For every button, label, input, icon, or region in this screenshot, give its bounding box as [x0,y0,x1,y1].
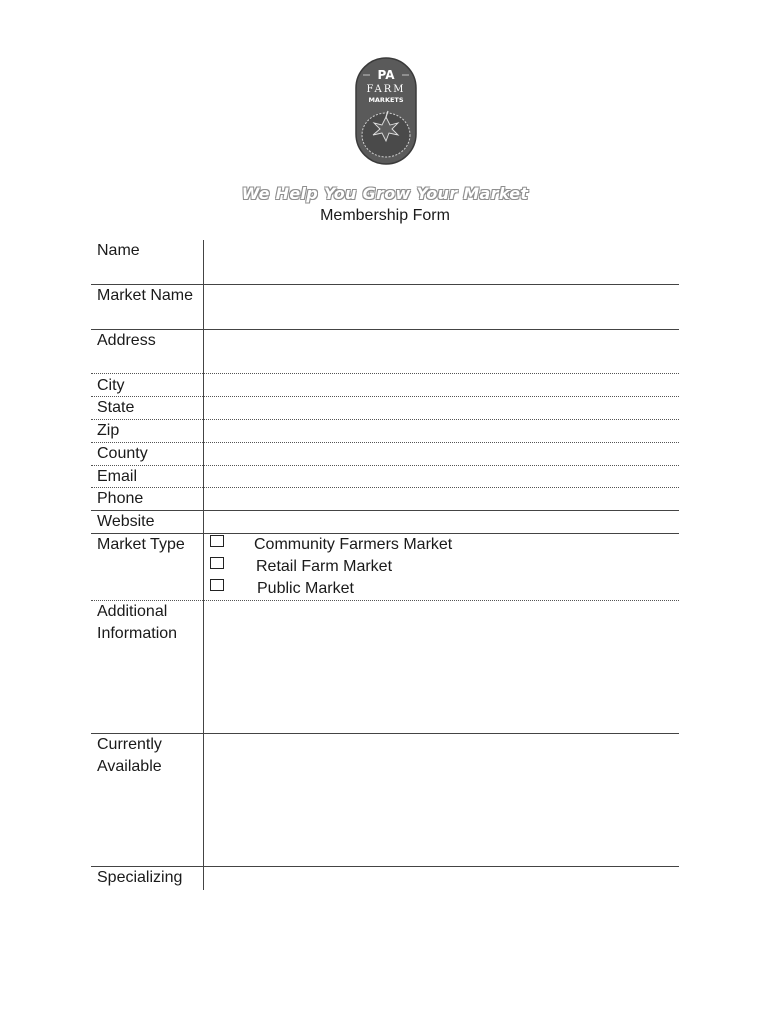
public-market-label: Public Market [257,580,354,597]
retail-farm-market-label: Retail Farm Market [256,558,393,575]
city-field[interactable] [205,374,677,395]
community-farmers-market-checkbox[interactable] [210,535,224,547]
additional-information-label-1: Additional [97,603,168,620]
row-divider-market-type [91,600,679,601]
county-field[interactable] [205,443,677,464]
specializing-label: Specializing [97,869,183,886]
phone-label: Phone [97,490,144,507]
website-label: Website [97,513,155,530]
specializing-field[interactable] [205,868,677,890]
community-farmers-market-label: Community Farmers Market [254,536,453,553]
logo-line-3: MARKETS [368,96,404,104]
name-field[interactable] [205,241,677,283]
county-label: County [97,445,148,462]
city-label: City [97,377,125,394]
address-label: Address [97,332,156,349]
row-divider-market-name [91,329,679,330]
phone-field[interactable] [205,488,677,509]
email-label: Email [97,468,138,485]
state-label: State [97,399,135,416]
currently-available-label-2: Available [97,758,162,775]
name-label: Name [97,242,140,259]
public-market-checkbox[interactable] [210,579,224,591]
column-divider [203,240,204,890]
retail-farm-market-checkbox[interactable] [210,557,224,569]
website-field[interactable] [205,511,677,532]
market-type-label: Market Type [97,536,185,553]
tagline: We Help You Grow Your Market [241,184,529,203]
email-field[interactable] [205,466,677,486]
market-name-label: Market Name [97,287,194,304]
pa-farm-markets-logo [355,57,417,165]
logo-line-1: PA [377,68,395,82]
currently-available-field[interactable] [205,735,677,865]
zip-field[interactable] [205,420,677,441]
currently-available-label-1: Currently [97,736,162,753]
market-name-field[interactable] [205,286,677,328]
zip-label: Zip [97,422,120,439]
form-title: Membership Form [320,207,450,224]
state-field[interactable] [205,397,677,418]
additional-information-field[interactable] [205,602,677,732]
address-field[interactable] [205,331,677,372]
logo-line-2: FARM [366,84,406,95]
row-divider-additional [91,733,679,734]
additional-information-label-2: Information [97,625,178,642]
